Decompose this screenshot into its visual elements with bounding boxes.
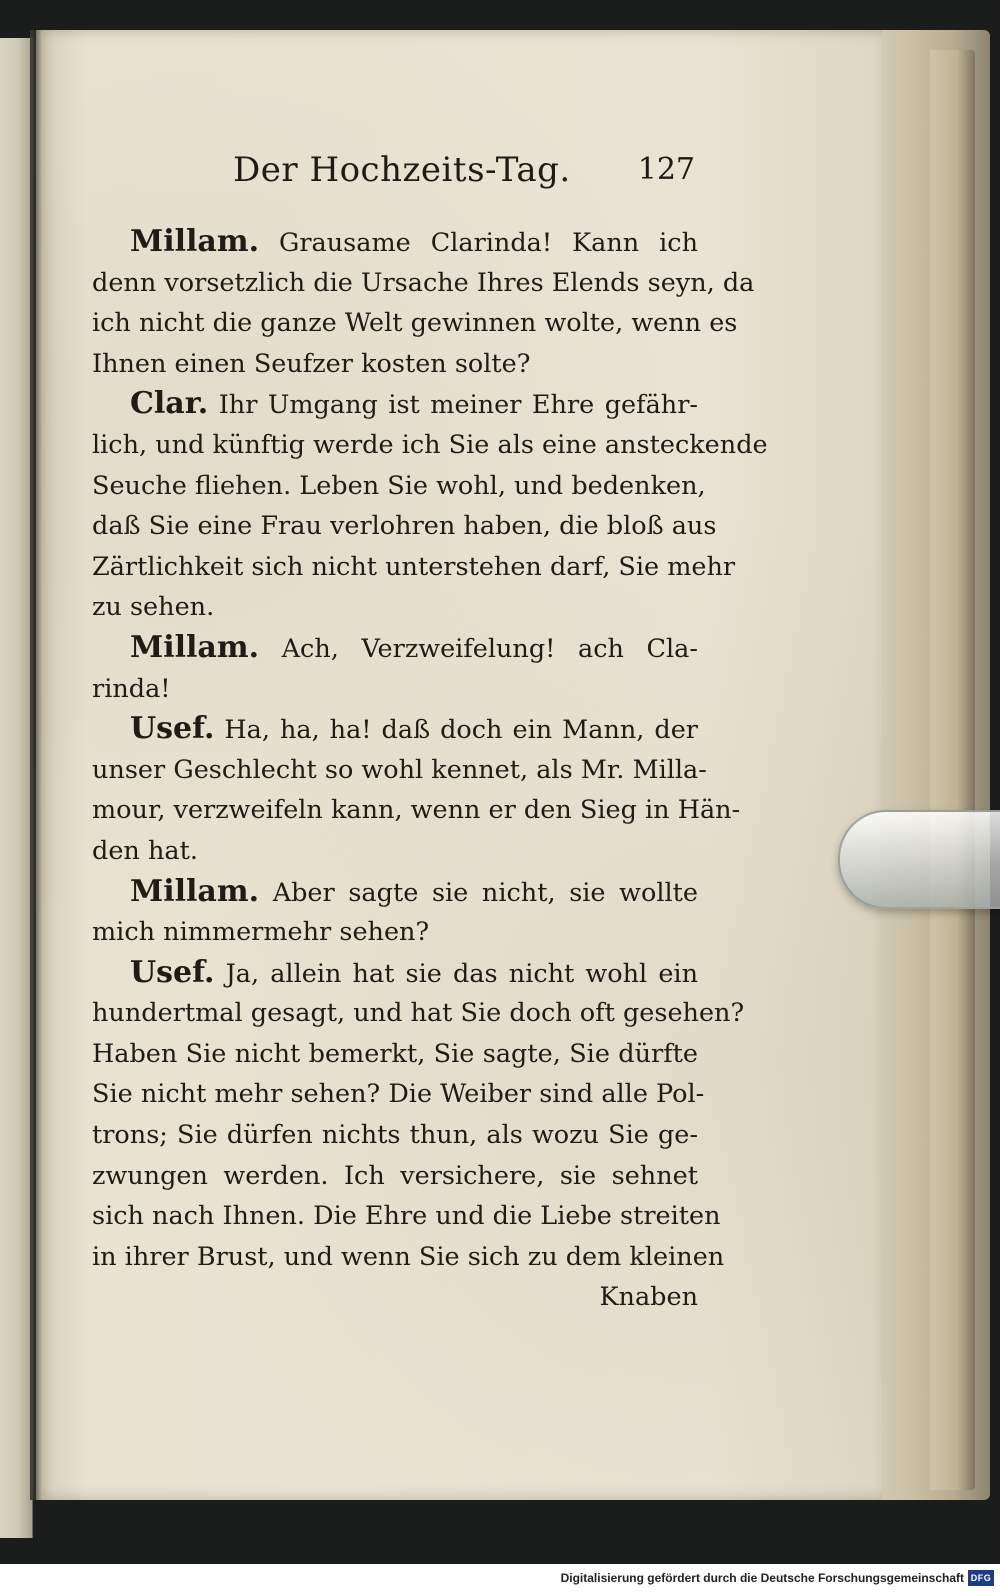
left-page-edge — [0, 38, 33, 1538]
page-clip — [838, 810, 1000, 909]
text-line: Millam. Ach, Verzweifelung! ach Cla- — [130, 629, 699, 665]
speaker-name: Millam. — [130, 629, 260, 665]
speaker-name: Clar. — [130, 386, 209, 422]
funding-credit: Digitalisierung gefördert durch die Deutsche Forschungsgemeinschaft — [560, 1571, 964, 1585]
text-line: unser Geschlecht so wohl kennet, als Mr. Milla- — [92, 754, 707, 785]
text-line: sich nach Ihnen. Die Ehre und die Liebe streiten — [92, 1201, 721, 1232]
text-line: Usef. Ja, allein hat sie das nicht wohl ein — [130, 954, 698, 990]
text-line: Ihnen einen Seufzer kosten solte? — [92, 348, 531, 379]
text-line: Haben Sie nicht bemerkt, Sie sagte, Sie dürfte — [92, 1038, 698, 1069]
speaker-name: Millam. — [130, 873, 260, 909]
speaker-name: Usef. — [130, 954, 215, 990]
text-line: den hat. — [92, 835, 198, 866]
running-head: Der Hochzeits-Tag. — [233, 150, 571, 190]
dfg-logo-icon: DFG — [968, 1570, 994, 1586]
catchword: Knaben — [599, 1282, 698, 1313]
speaker-name: Millam. — [130, 224, 260, 259]
text-line: hundertmal gesagt, und hat Sie doch oft gesehen? — [92, 998, 745, 1029]
text-line: lich, und künftig werde ich Sie als eine ansteckende — [92, 429, 768, 460]
text-line: denn vorsetzlich die Ursache Ihres Elends seyn, da — [92, 267, 755, 298]
text-line: mour, verzweifeln kann, wenn er den Sieg in Hän- — [92, 795, 741, 826]
page-text — [92, 222, 768, 1318]
text-line: trons; Sie dürfen nichts thun, als wozu Sie ge- — [92, 1120, 698, 1151]
text-line: daß Sie eine Frau verlohren haben, die bloß aus — [92, 511, 717, 542]
page-number: 127 — [637, 152, 695, 187]
text-line: Seuche fliehen. Leben Sie wohl, und bedenken, — [92, 470, 706, 501]
text-line: Millam. Aber sagte sie nicht, sie wollte — [130, 873, 698, 909]
text-line: Zärtlichkeit sich nicht unterstehen darf, Sie mehr — [92, 551, 736, 582]
page-stack-edge-outer — [930, 50, 975, 1490]
text-line: Usef. Ha, ha, ha! daß doch ein Mann, der — [130, 711, 698, 747]
text-line: ich nicht die ganze Welt gewinnen wolte, wenn es — [92, 308, 738, 339]
footer-bar — [0, 1564, 1000, 1594]
text-line: Sie nicht mehr sehen? Die Weiber sind alle Pol- — [92, 1079, 705, 1110]
text-line: rinda! — [92, 673, 171, 704]
gutter-shadow — [30, 30, 42, 1500]
text-line: mich nimmermehr sehen? — [92, 917, 430, 948]
text-line: zu sehen. — [92, 592, 215, 623]
text-line: Millam. Grausame Clarinda! Kann ich — [130, 224, 699, 259]
text-line: Clar. Ihr Umgang ist meiner Ehre gefähr- — [130, 386, 698, 422]
page-header — [95, 150, 695, 200]
text-line: zwungen werden. Ich versichere, sie sehnet — [92, 1160, 698, 1191]
speaker-name: Usef. — [130, 711, 215, 747]
text-line: in ihrer Brust, und wenn Sie sich zu dem kleinen — [92, 1241, 725, 1272]
